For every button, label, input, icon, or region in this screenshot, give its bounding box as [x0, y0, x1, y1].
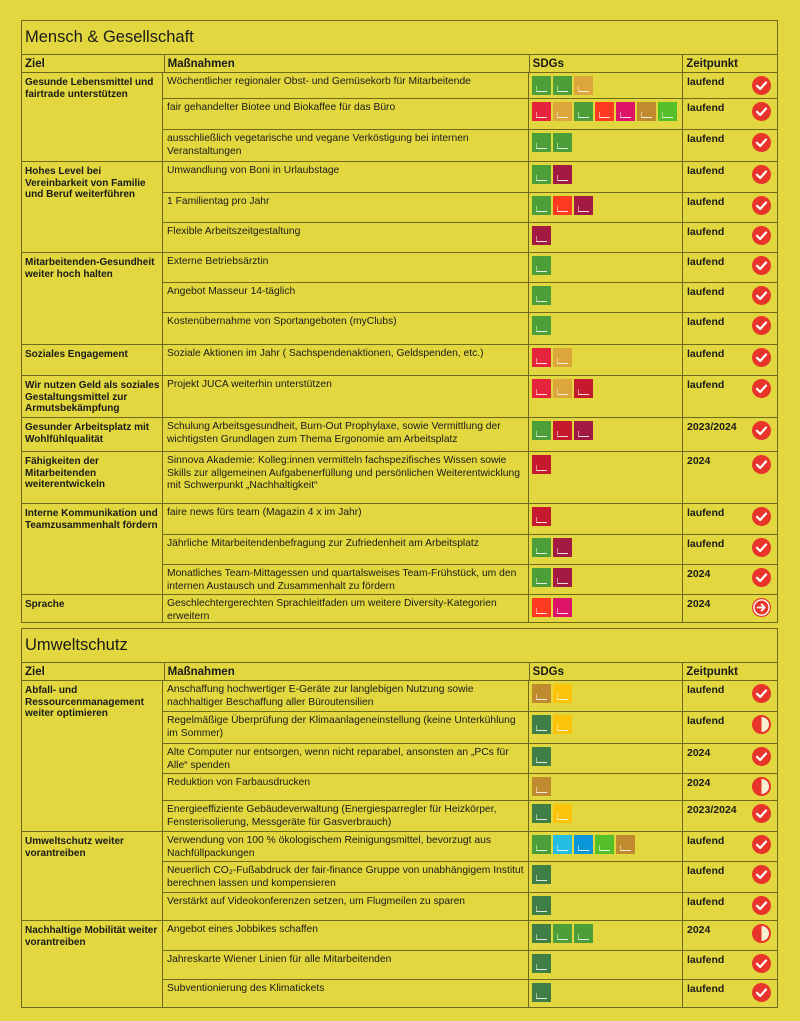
checkmark-icon: [752, 379, 771, 398]
timepoint-cell: [683, 535, 777, 564]
measure-text: Geschlechtergerechten Sprachleitfaden um weitere Diversity-Kategorien erweitern: [163, 595, 529, 622]
checkmark-icon: [752, 286, 771, 305]
measure-text: Externe Betriebsärztin: [163, 253, 529, 282]
sdg-8-icon: [553, 165, 572, 184]
measure-text: Jährliche Mitarbeitendenbefragung zur Zufriedenheit am Arbeitsplatz: [163, 535, 529, 564]
timepoint-label: laufend: [687, 954, 725, 966]
timepoint-cell: [683, 774, 777, 800]
sdg-icons: [529, 283, 683, 312]
timepoint-cell: [683, 162, 777, 192]
checkmark-icon: [752, 507, 771, 526]
timepoint-cell: [683, 99, 777, 129]
sdg-5-icon: [553, 196, 572, 215]
sdg-3-icon: [532, 568, 551, 587]
measure-text: Kostenübernahme von Sportangeboten (myClubs): [163, 313, 529, 344]
measure-row: [163, 193, 777, 223]
in-progress-icon: [752, 924, 771, 943]
checkmark-icon: [752, 316, 771, 335]
timepoint-label: laufend: [687, 102, 725, 114]
checkmark-icon: [752, 165, 771, 184]
timepoint-label: 2023/2024: [687, 421, 737, 433]
sdg-8-icon: [574, 421, 593, 440]
goal-group: [22, 162, 777, 253]
arrow-right-icon: [752, 598, 771, 617]
sdg-8-icon: [553, 538, 572, 557]
goal-group: [22, 376, 777, 418]
in-progress-icon: [752, 715, 771, 734]
timepoint-label: laufend: [687, 165, 725, 177]
sdg-icons: [529, 801, 683, 831]
in-progress-icon: [752, 777, 771, 796]
checkmark-icon: [752, 983, 771, 1002]
timepoint-cell: [683, 862, 777, 892]
timepoint-cell: [683, 73, 777, 98]
goal-label: Sprache: [22, 595, 163, 622]
header-sdgs: SDGs: [530, 55, 684, 72]
sdg-icons: [529, 452, 683, 503]
goal-group: [22, 452, 777, 504]
sdg-13-icon: [532, 924, 551, 943]
measure-text: Schulung Arbeitsgesundheit, Burn-Out Prophylaxe, sowie Vermittlung der wichtigsten Grundlagen zum Thema Ergonomie am Arbeitsplatz: [163, 418, 529, 451]
measure-text: Neuerlich CO₂-Fußabdruck der fair-finance Gruppe von unabhängigem Institut berechnen lassen und kompensieren: [163, 862, 529, 892]
measure-row: [163, 99, 777, 130]
sdg-1-icon: [532, 379, 551, 398]
checkmark-icon: [752, 226, 771, 245]
timepoint-cell: [683, 130, 777, 161]
measure-text: Reduktion von Farbausdrucken: [163, 774, 529, 800]
sdg-2-icon: [553, 379, 572, 398]
sdg-3-icon: [553, 924, 572, 943]
measure-row: [163, 921, 777, 951]
timepoint-cell: [683, 504, 777, 534]
sdg-10-icon: [553, 598, 572, 617]
timepoint-label: laufend: [687, 316, 725, 328]
checkmark-icon: [752, 684, 771, 703]
sdg-3-icon: [574, 102, 593, 121]
timepoint-cell: [683, 595, 777, 622]
timepoint-label: laufend: [687, 507, 725, 519]
header-ziel: Ziel: [22, 663, 165, 680]
goal-label: Wir nutzen Geld als soziales Gestaltungsmittel zur Armutsbekämpfung: [22, 376, 163, 417]
timepoint-cell: [683, 801, 777, 831]
measure-row: [163, 595, 777, 622]
measure-text: Verstärkt auf Videokonferenzen setzen, um Flugmeilen zu sparen: [163, 893, 529, 920]
measure-row: [163, 681, 777, 712]
sdg-13-icon: [532, 983, 551, 1002]
measure-row: [163, 376, 777, 417]
goal-label: Soziales Engagement: [22, 345, 163, 375]
timepoint-label: laufend: [687, 256, 725, 268]
timepoint-cell: [683, 253, 777, 282]
timepoint-label: laufend: [687, 286, 725, 298]
timepoint-label: laufend: [687, 226, 725, 238]
checkmark-icon: [752, 568, 771, 587]
sdg-3-icon: [532, 256, 551, 275]
sdg-3-icon: [553, 76, 572, 95]
goal-label: Mitarbeitenden-Gesundheit weiter hoch halten: [22, 253, 163, 344]
measure-row: [163, 832, 777, 862]
measure-row: [163, 712, 777, 744]
goal-label: Nachhaltige Mobilität weiter vorantreiben: [22, 921, 163, 1007]
sdg-3-icon: [532, 76, 551, 95]
sdg-icons: [529, 130, 683, 161]
sdg-icons: [529, 73, 683, 98]
timepoint-label: laufend: [687, 348, 725, 360]
goal-group: [22, 504, 777, 595]
sdg-icons: [529, 744, 683, 773]
timepoint-label: 2023/2024: [687, 804, 737, 816]
measure-row: [163, 893, 777, 920]
measure-row: [163, 744, 777, 774]
goal-group: [22, 418, 777, 452]
timepoint-cell: [683, 712, 777, 743]
goal-label: Gesunder Arbeitsplatz mit Wohlfühlqualität: [22, 418, 163, 451]
sdg-3-icon: [532, 286, 551, 305]
sdg-1-icon: [532, 348, 551, 367]
sdg-4-icon: [532, 507, 551, 526]
sdg-8-icon: [532, 226, 551, 245]
measure-text: Alte Computer nur entsorgen, wenn nicht reparabel, ansonsten an „PCs für Alle“ spenden: [163, 744, 529, 773]
measure-text: Angebot eines Jobbikes schaffen: [163, 921, 529, 950]
header-massnahmen: Maßnahmen: [165, 55, 530, 72]
goal-label: Abfall- und Ressourcenmanagement weiter optimieren: [22, 681, 163, 831]
sdg-icons: [529, 712, 683, 743]
timepoint-label: 2024: [687, 777, 711, 789]
sdg-12-icon: [532, 684, 551, 703]
goal-group: [22, 681, 777, 832]
measure-text: Soziale Aktionen im Jahr ( Sachspendenaktionen, Geldspenden, etc.): [163, 345, 529, 375]
sdg-3-icon: [532, 165, 551, 184]
section-umweltschutz: [21, 628, 778, 1008]
sdg-2-icon: [574, 76, 593, 95]
header-row: [22, 55, 777, 73]
sdg-icons: [529, 193, 683, 222]
sdg-13-icon: [532, 747, 551, 766]
measure-row: [163, 345, 777, 375]
sdg-icons: [529, 832, 683, 861]
checkmark-icon: [752, 865, 771, 884]
timepoint-cell: [683, 951, 777, 979]
sdg-4-icon: [553, 421, 572, 440]
sdg-icons: [529, 681, 683, 711]
checkmark-icon: [752, 455, 771, 474]
checkmark-icon: [752, 896, 771, 915]
sdg-13-icon: [532, 715, 551, 734]
measure-text: Energieeffiziente Gebäudeverwaltung (Energiesparregler für Heizkörper, Fensterisolierung, Messgeräte für Gasverbrauch): [163, 801, 529, 831]
measure-text: Anschaffung hochwertiger E-Geräte zur langlebigen Nutzung sowie nachhaltiger Beschaffung aller Büroutensilien: [163, 681, 529, 711]
sdg-5-icon: [595, 102, 614, 121]
goal-label: Interne Kommunikation und Teamzusammenhalt fördern: [22, 504, 163, 594]
sdg-13-icon: [532, 896, 551, 915]
sdg-1-icon: [532, 102, 551, 121]
timepoint-label: 2024: [687, 598, 711, 610]
measure-text: Umwandlung von Boni in Urlaubstage: [163, 162, 529, 192]
sdg-10-icon: [616, 102, 635, 121]
timepoint-cell: [683, 313, 777, 344]
measure-row: [163, 73, 777, 99]
sdg-icons: [529, 565, 683, 594]
checkmark-icon: [752, 804, 771, 823]
measure-row: [163, 504, 777, 535]
measure-row: [163, 283, 777, 313]
timepoint-label: laufend: [687, 133, 725, 145]
timepoint-label: laufend: [687, 896, 725, 908]
measure-text: Jahreskarte Wiener Linien für alle Mitarbeitenden: [163, 951, 529, 979]
timepoint-cell: [683, 681, 777, 711]
checkmark-icon: [752, 835, 771, 854]
header-massnahmen: Maßnahmen: [165, 663, 530, 680]
sdg-13-icon: [532, 954, 551, 973]
sdg-icons: [529, 535, 683, 564]
sdg-7-icon: [553, 684, 572, 703]
header-ziel: Ziel: [22, 55, 165, 72]
goal-label: Gesunde Lebensmittel und fairtrade unterstützen: [22, 73, 163, 161]
sdg-icons: [529, 376, 683, 417]
sdg-icons: [529, 313, 683, 344]
timepoint-cell: [683, 193, 777, 222]
measure-row: [163, 951, 777, 980]
goal-group: [22, 921, 777, 1007]
sdg-12-icon: [616, 835, 635, 854]
sdg-icons: [529, 862, 683, 892]
sdg-icons: [529, 774, 683, 800]
timepoint-cell: [683, 283, 777, 312]
measure-row: [163, 313, 777, 344]
measure-text: Sinnova Akademie: Kolleg:innen vermitteln fachspezifisches Wissen sowie Skills zur allgemeinen Aufgabenerfüllung und persönlichen Weiterentwicklung mit Schwerpunkt „Nachhaltigkeit“: [163, 452, 529, 503]
goal-group: [22, 832, 777, 921]
section-title: Mensch & Gesellschaft: [22, 21, 777, 55]
timepoint-label: laufend: [687, 715, 725, 727]
sdg-2-icon: [553, 348, 572, 367]
timepoint-label: laufend: [687, 538, 725, 550]
header-sdgs: SDGs: [530, 663, 684, 680]
goal-group: [22, 253, 777, 345]
sdg-13-icon: [532, 804, 551, 823]
sdg-15-icon: [658, 102, 677, 121]
measure-row: [163, 980, 777, 1007]
timepoint-label: laufend: [687, 865, 725, 877]
sdg-icons: [529, 595, 683, 622]
sdg-4-icon: [574, 379, 593, 398]
header-row: [22, 663, 777, 681]
timepoint-label: laufend: [687, 76, 725, 88]
sdg-icons: [529, 162, 683, 192]
measure-text: Subventionierung des Klimatickets: [163, 980, 529, 1007]
measure-text: Projekt JUCA weiterhin unterstützen: [163, 376, 529, 417]
measure-row: [163, 535, 777, 565]
measure-text: faire news fürs team (Magazin 4 x im Jahr): [163, 504, 529, 534]
measure-row: [163, 162, 777, 193]
section-title: Umweltschutz: [22, 629, 777, 663]
goal-group: [22, 595, 777, 622]
sdg-15-icon: [595, 835, 614, 854]
sdg-icons: [529, 253, 683, 282]
measure-text: Regelmäßige Überprüfung der Klimaanlageneinstellung (keine Unterkühlung im Sommer): [163, 712, 529, 743]
timepoint-cell: [683, 418, 777, 451]
sdg-2-icon: [553, 102, 572, 121]
checkmark-icon: [752, 133, 771, 152]
measure-text: ausschließlich vegetarische und vegane Verköstigung bei internen Veranstaltungen: [163, 130, 529, 161]
sdg-icons: [529, 921, 683, 950]
measure-text: 1 Familientag pro Jahr: [163, 193, 529, 222]
sdg-12-icon: [532, 777, 551, 796]
timepoint-cell: [683, 893, 777, 920]
sdg-3-icon: [532, 133, 551, 152]
timepoint-label: laufend: [687, 983, 725, 995]
checkmark-icon: [752, 102, 771, 121]
measure-row: [163, 223, 777, 252]
sdg-icons: [529, 893, 683, 920]
sdg-14-icon: [574, 835, 593, 854]
header-zeitpunkt: Zeitpunkt: [686, 58, 738, 70]
timepoint-cell: [683, 744, 777, 773]
timepoint-label: 2024: [687, 924, 711, 936]
measure-text: fair gehandelter Biotee und Biokaffee für das Büro: [163, 99, 529, 129]
goal-label: Fähigkeiten der Mitarbeitenden weiterentwickeln: [22, 452, 163, 503]
sdg-3-icon: [532, 196, 551, 215]
checkmark-icon: [752, 348, 771, 367]
goal-group: [22, 73, 777, 162]
measure-row: [163, 418, 777, 451]
sdg-3-icon: [532, 835, 551, 854]
measure-row: [163, 801, 777, 831]
checkmark-icon: [752, 196, 771, 215]
timepoint-label: 2024: [687, 747, 711, 759]
checkmark-icon: [752, 538, 771, 557]
timepoint-cell: [683, 345, 777, 375]
timepoint-cell: [683, 565, 777, 594]
sdg-8-icon: [553, 568, 572, 587]
sdg-3-icon: [574, 924, 593, 943]
checkmark-icon: [752, 76, 771, 95]
timepoint-cell: [683, 980, 777, 1007]
measure-row: [163, 774, 777, 801]
timepoint-cell: [683, 452, 777, 503]
sdg-icons: [529, 418, 683, 451]
measure-text: Monatliches Team-Mittagessen und quartalsweises Team-Frühstück, um den internen Austausch und Zusammenhalt zu fördern: [163, 565, 529, 594]
checkmark-icon: [752, 256, 771, 275]
sdg-icons: [529, 223, 683, 252]
checkmark-icon: [752, 747, 771, 766]
sdg-3-icon: [532, 538, 551, 557]
sdg-icons: [529, 345, 683, 375]
sdg-icons: [529, 504, 683, 534]
measure-text: Wöchentlicher regionaler Obst- und Gemüsekorb für Mitarbeitende: [163, 73, 529, 98]
goal-label: Hohes Level bei Vereinbarkeit von Familie und Beruf weiterführen: [22, 162, 163, 252]
header-zeitpunkt: Zeitpunkt: [686, 666, 738, 678]
sdg-12-icon: [637, 102, 656, 121]
checkmark-icon: [752, 954, 771, 973]
timepoint-label: laufend: [687, 835, 725, 847]
sdg-3-icon: [532, 421, 551, 440]
sdg-3-icon: [532, 316, 551, 335]
measure-row: [163, 862, 777, 893]
measure-text: Flexible Arbeitszeitgestaltung: [163, 223, 529, 252]
timepoint-label: laufend: [687, 684, 725, 696]
sdg-icons: [529, 99, 683, 129]
timepoint-cell: [683, 921, 777, 950]
sdg-7-icon: [553, 715, 572, 734]
measure-row: [163, 565, 777, 594]
measure-text: Verwendung von 100 % ökologischem Reinigungsmittel, bevorzugt aus Nachfüllpackungen: [163, 832, 529, 861]
timepoint-label: 2024: [687, 568, 711, 580]
timepoint-label: 2024: [687, 455, 711, 467]
goal-group: [22, 345, 777, 376]
sdg-4-icon: [532, 455, 551, 474]
sdg-8-icon: [574, 196, 593, 215]
sdg-5-icon: [532, 598, 551, 617]
sdg-7-icon: [553, 804, 572, 823]
section-mensch-gesellschaft: [21, 20, 778, 623]
sdg-icons: [529, 980, 683, 1007]
measure-row: [163, 130, 777, 161]
timepoint-cell: [683, 376, 777, 417]
sdg-3-icon: [553, 133, 572, 152]
sdg-6-icon: [553, 835, 572, 854]
sdg-icons: [529, 951, 683, 979]
timepoint-label: laufend: [687, 379, 725, 391]
measure-text: Angebot Masseur 14-täglich: [163, 283, 529, 312]
timepoint-label: laufend: [687, 196, 725, 208]
measure-row: [163, 253, 777, 283]
timepoint-cell: [683, 832, 777, 861]
timepoint-cell: [683, 223, 777, 252]
checkmark-icon: [752, 421, 771, 440]
sdg-13-icon: [532, 865, 551, 884]
measure-row: [163, 452, 777, 503]
goal-label: Umweltschutz weiter vorantreiben: [22, 832, 163, 920]
